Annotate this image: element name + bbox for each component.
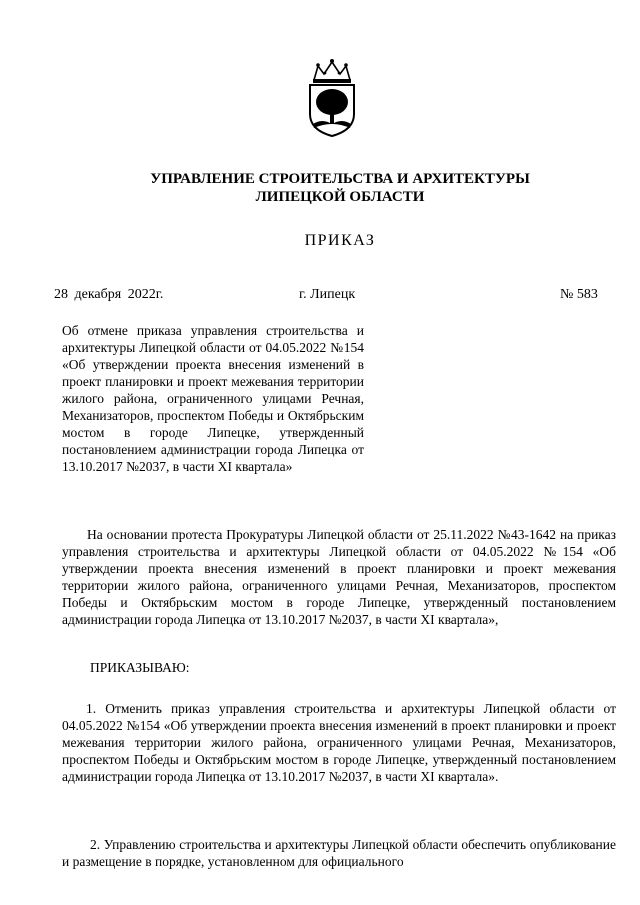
order-item-1: 1. Отменить приказ управления строительства и архитектуры Липецкой области от 04.05.2022 №154 «Об утверждении проекта внесения изменений в проект планировки и проект межевания территории жилого района, ограниченного улицами Речная, Механизаторов, проспектом Победы и Октябрьским мостом в городе Липецке, утвержденный постановлением администрации города Липецка от 13.10.2017 №2037, в части XI квартала». xyxy=(62,701,616,784)
organization-title-line2: ЛИПЕЦКОЙ ОБЛАСТИ xyxy=(255,189,425,205)
organization-title-line1: УПРАВЛЕНИЕ СТРОИТЕЛЬСТВА И АРХИТЕКТУРЫ xyxy=(150,171,530,187)
document-subject: Об отмене приказа управления строительства и архитектуры Липецкой области от 04.05.2022 №154 «Об утверждении проекта внесения изменений в проект планировки и проект межевания территории жилого района, ограниченного улицами Речная, Механизаторов, проспектом Победы и Октябрьским мостом в городе Липецке, утвержденный постановлением администрации города Липецка от 13.10.2017 №2037, в части XI квартала» xyxy=(62,323,364,474)
basis-paragraph: На основании протеста Прокуратуры Липецкой области от 25.11.2022 №43-1642 на приказ управления строительства и архитектуры Липецкой области от 04.05.2022 №154 «Об утверждении проекта внесения изменений в проект планировки и проект межевания территории жилого района, ограниченного улицами Речная, Механизаторов, проспектом Победы и Октябрьским мостом в городе Липецке, утвержденный постановлением администрации города Липецка от 13.10.2017 №2037, в части XI квартала», xyxy=(62,527,616,627)
order-item-2: 2. Управлению строительства и архитектуры Липецкой области обеспечить опубликование и размещение в порядке, установленном для официального xyxy=(62,837,616,869)
order-directive: ПРИКАЗЫВАЮ: xyxy=(90,660,190,675)
organization-title xyxy=(0,170,640,206)
document-number: № 583 xyxy=(560,287,598,302)
coat-of-arms-icon xyxy=(300,58,364,138)
document-city: г. Липецк xyxy=(299,287,356,302)
document-type: ПРИКАЗ xyxy=(304,232,376,249)
document-date: 28 декабря 2022г. xyxy=(54,287,164,302)
